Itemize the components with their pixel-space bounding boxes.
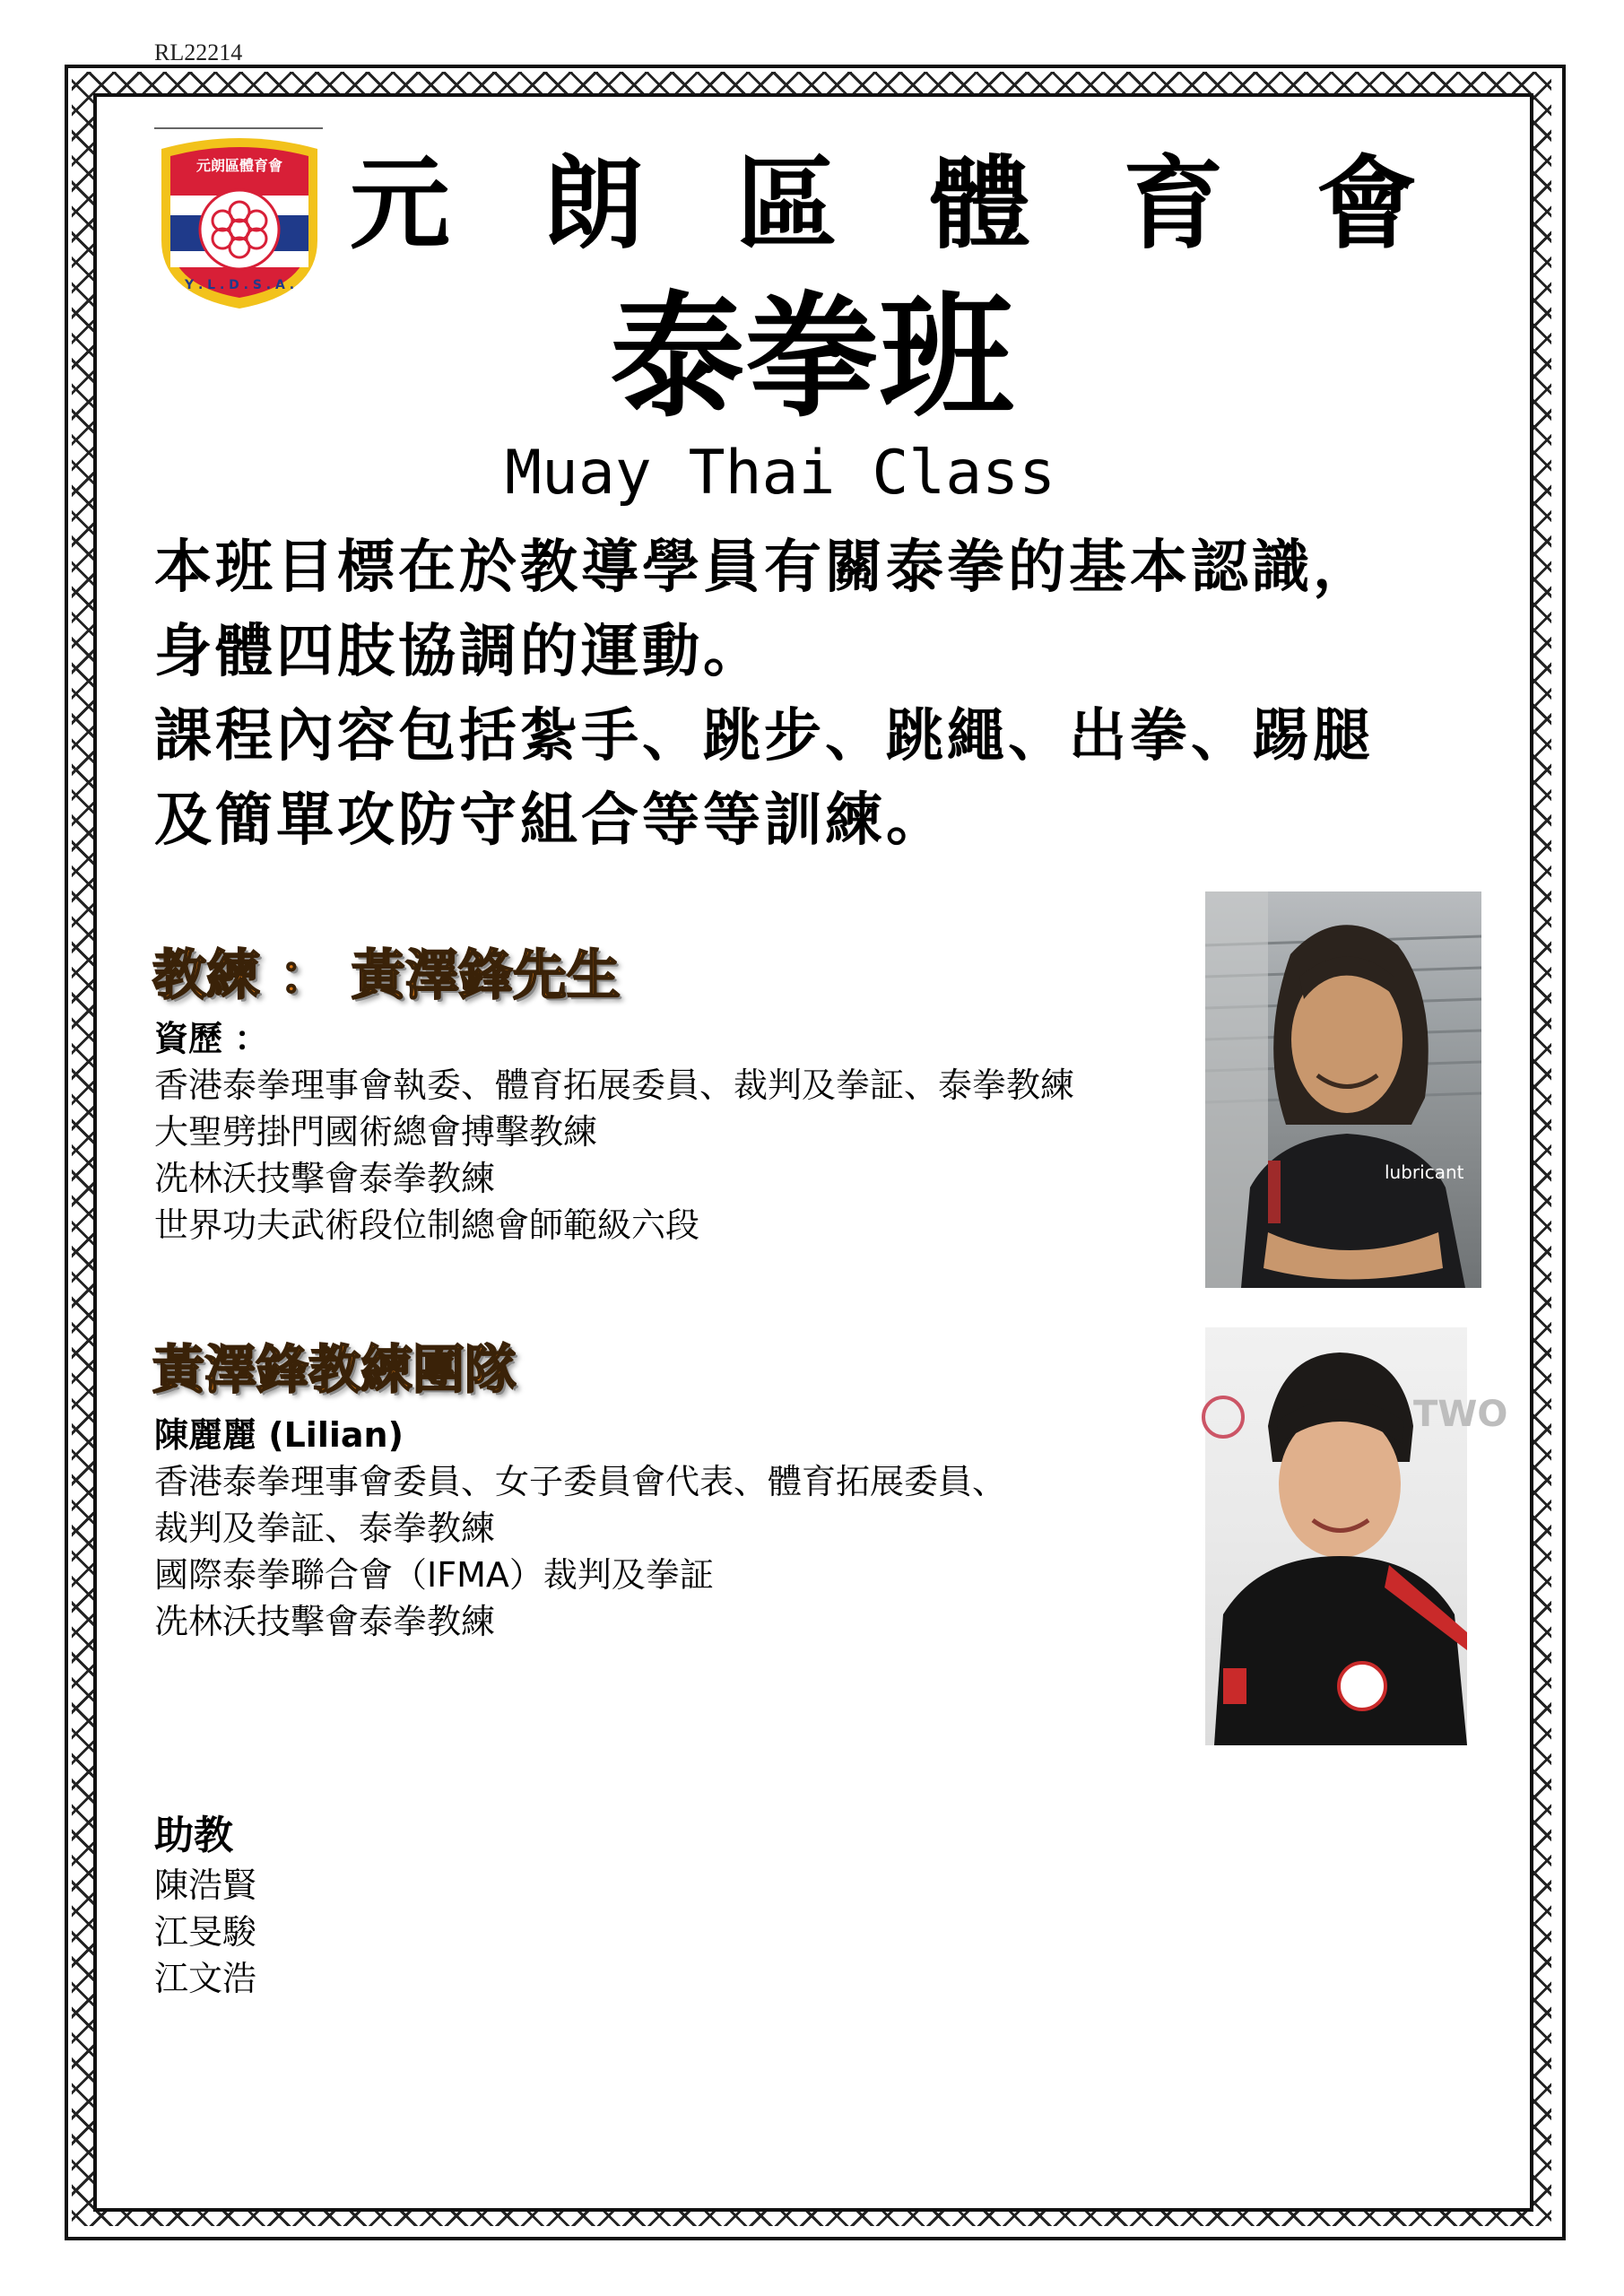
- org-char: 元: [350, 145, 450, 263]
- team-member-name: 陳麗麗 (Lilian): [154, 1415, 404, 1455]
- team-member-portrait-illustration: [1205, 1327, 1508, 1745]
- org-char: 體: [929, 145, 1030, 263]
- team-member-photo: [1205, 1327, 1508, 1745]
- assistant-name: 陳浩賢: [154, 1866, 257, 1905]
- qualification-item: 國際泰拳聯合會（IFMA）裁判及拳証: [154, 1555, 714, 1595]
- qualification-item: 冼林沃技擊會泰拳教練: [154, 1159, 496, 1198]
- team-member-info: [154, 1412, 1006, 1645]
- team-heading: 黃澤鋒教練團隊: [152, 1339, 517, 1400]
- assistant-name: 江旻駿: [154, 1912, 257, 1952]
- logo-bottom-text: Y . L . D . S . A .: [184, 278, 295, 292]
- coach-heading: 教練 ： 黃澤鋒先生: [152, 944, 621, 1007]
- page-subtitle: Muay Thai Class: [504, 438, 1056, 509]
- course-description: [154, 526, 1481, 863]
- qualification-item: 香港泰拳理事會執委、體育拓展委員、裁判及拳証、泰拳教練: [154, 1065, 1075, 1105]
- org-char: 會: [1316, 145, 1417, 263]
- reference-code: RL22214: [154, 39, 243, 65]
- qualifications-label: 資歷 ：: [154, 1019, 269, 1058]
- background-text: TWO: [1413, 1394, 1508, 1435]
- description-line: 本班目標在於教導學員有關泰拳的基本認識，: [154, 534, 1374, 601]
- page-title: 泰拳班: [610, 278, 1014, 436]
- org-char: 朗: [543, 145, 644, 263]
- coach-qualifications: [154, 1015, 1074, 1248]
- organization-name: [350, 145, 1417, 263]
- qualification-item: 大聖劈掛門國術總會搏擊教練: [154, 1112, 598, 1152]
- org-char: 區: [736, 145, 838, 263]
- assistants-heading: 助教: [154, 1813, 233, 1858]
- coach-portrait-illustration: [1205, 891, 1481, 1288]
- qualification-item: 世界功夫武術段位制總會師範級六段: [154, 1205, 700, 1245]
- coach-photo: [1205, 891, 1481, 1288]
- org-char: 育: [1123, 145, 1224, 263]
- assistant-name: 江文浩: [154, 1959, 257, 1998]
- description-line: 身體四肢協調的運動。: [154, 618, 764, 685]
- jacket-text: lubricant: [1385, 1161, 1464, 1183]
- description-line: 課程內容包括紮手、跳步、跳繩、出拳、踢腿: [154, 702, 1374, 770]
- qualification-item: 香港泰拳理事會委員、女子委員會代表、體育拓展委員、: [154, 1462, 1007, 1501]
- assistant-coaches: [154, 1810, 256, 2002]
- logo-arc-text: 元朗區體育會: [195, 157, 283, 174]
- qualification-item: 冼林沃技擊會泰拳教練: [154, 1602, 496, 1641]
- description-line: 及簡單攻防守組合等等訓練。: [154, 787, 947, 854]
- qualification-item: 裁判及拳証、泰拳教練: [154, 1509, 496, 1548]
- divider: [154, 127, 323, 129]
